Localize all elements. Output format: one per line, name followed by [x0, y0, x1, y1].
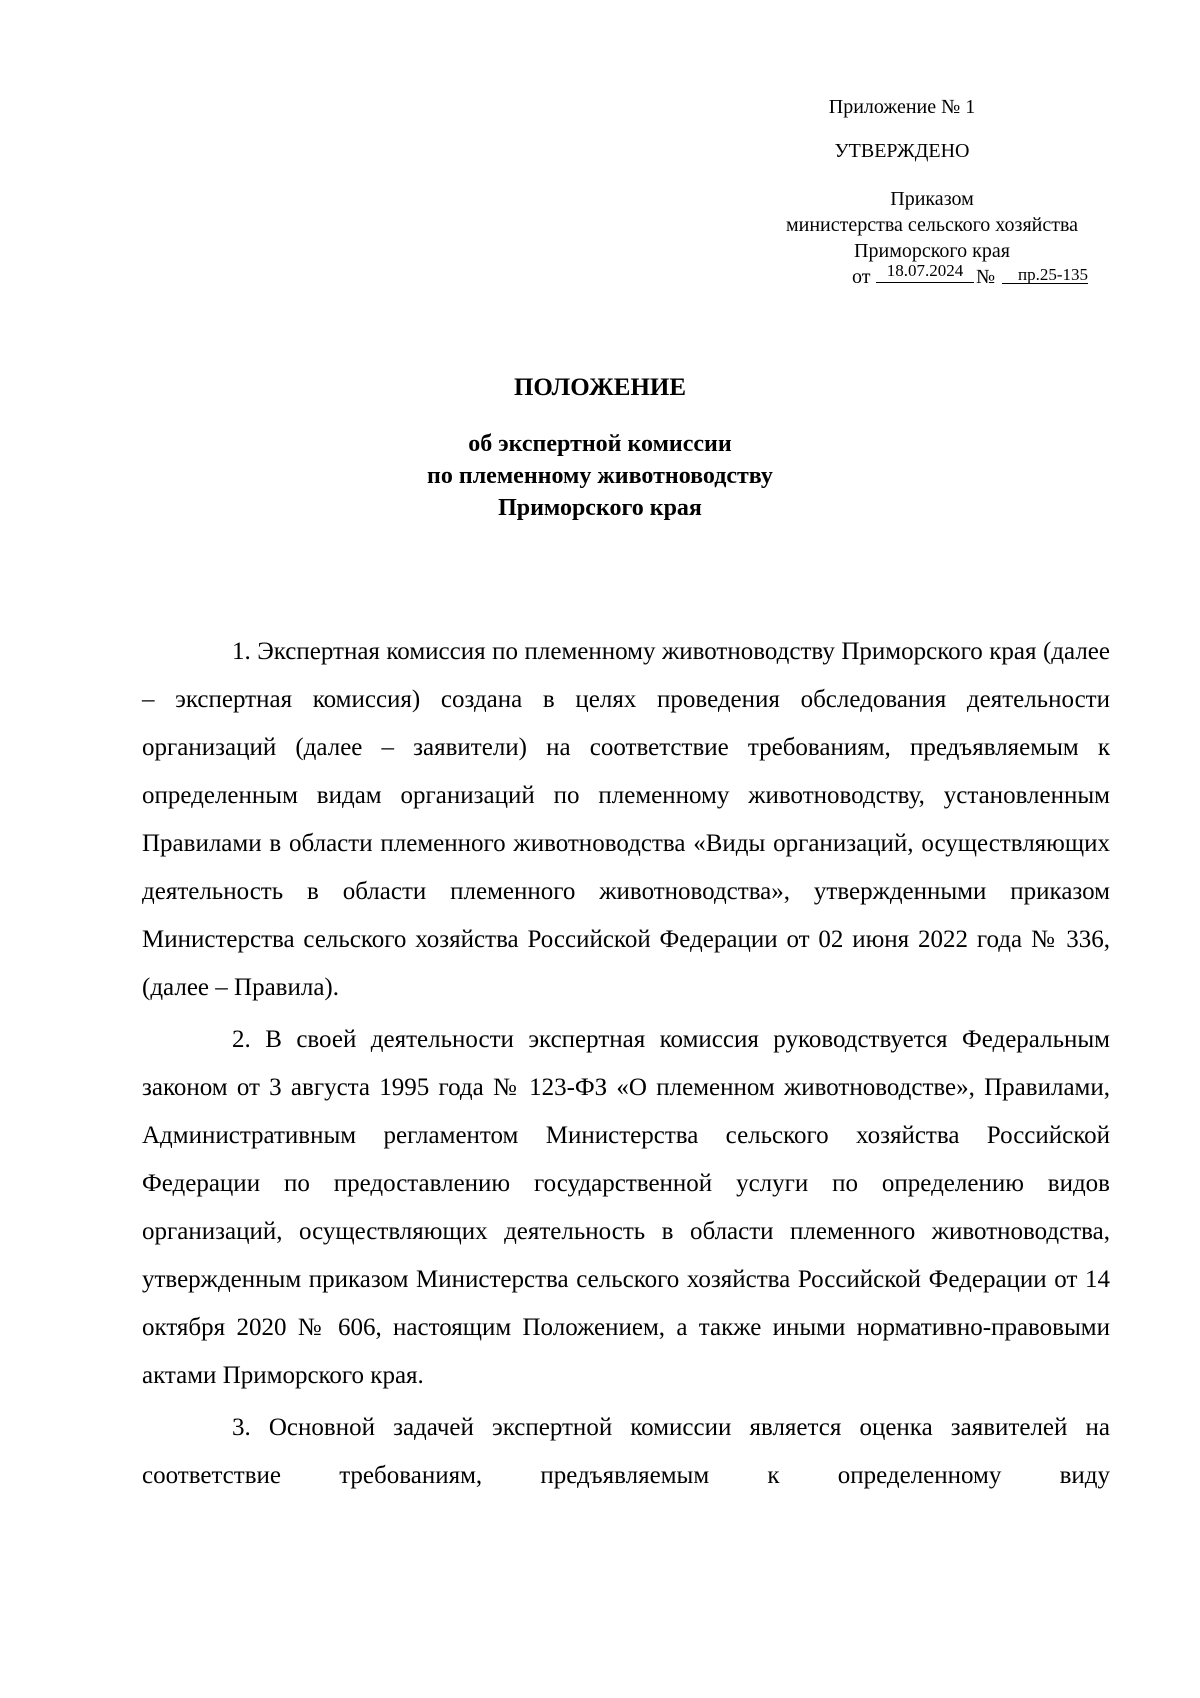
- from-label: от: [852, 266, 871, 288]
- order-number: пр.25-135: [1002, 262, 1088, 284]
- subtitle-line: по племенному животноводству: [427, 463, 773, 489]
- approval-stamp-label: УТВЕРЖДЕНО: [834, 140, 970, 162]
- paragraph-2: 2. В своей деятельности экспертная комиссия руководствуется Федеральным законом от 3 августа 1995 года № 123-ФЗ «О племенном животноводстве», Правилами, Административным регламентом Министерства сельского хозяйства Российской Федерации по предоставлению государственной услуги по определению видов организаций, осуществляющих деятельность в области племенного животноводства, утвержденным приказом Министерства сельского хозяйства Российской Федерации от 14 октября 2020 № 606, настоящим Положением, а также иными нормативно-правовыми актами Приморского края.: [142, 1026, 1110, 1389]
- paragraph-1: 1. Экспертная комиссия по племенному животноводству Приморского края (далее – экспертная комиссия) создана в целях проведения обследования деятельности организаций (далее – заявители) на соответствие требованиям, предъявляемым к определенным видам организаций по племенному животноводству, установленным Правилами в области племенного животноводства «Виды организаций, осуществляющих деятельность в области племенного животноводства», утвержденными приказом Министерства сельского хозяйства Российской Федерации от 02 июня 2022 года № 336, (далее – Правила).: [142, 638, 1110, 1001]
- paragraph-3: 3. Основной задачей экспертной комиссии является оценка заявителей на соответствие требованиям, предъявляемым к определенному виду: [142, 1414, 1110, 1489]
- document-title: ПОЛОЖЕНИЕ: [513, 374, 687, 401]
- document-body: [142, 628, 1110, 1504]
- subtitle-line: Приморского края: [498, 495, 702, 521]
- appendix-number: Приложение № 1: [828, 96, 976, 118]
- order-reference: [742, 186, 1122, 288]
- subtitle-line: об экспертной комиссии: [468, 431, 732, 457]
- order-date: 18.07.2024: [876, 258, 974, 283]
- document-subtitle: [0, 428, 1200, 524]
- order-line: Приморского края: [854, 240, 1010, 262]
- order-line: министерства сельского хозяйства: [785, 214, 1079, 236]
- number-sign: №: [976, 266, 996, 288]
- order-date-line: [852, 261, 1132, 290]
- order-line: Приказом: [890, 188, 974, 210]
